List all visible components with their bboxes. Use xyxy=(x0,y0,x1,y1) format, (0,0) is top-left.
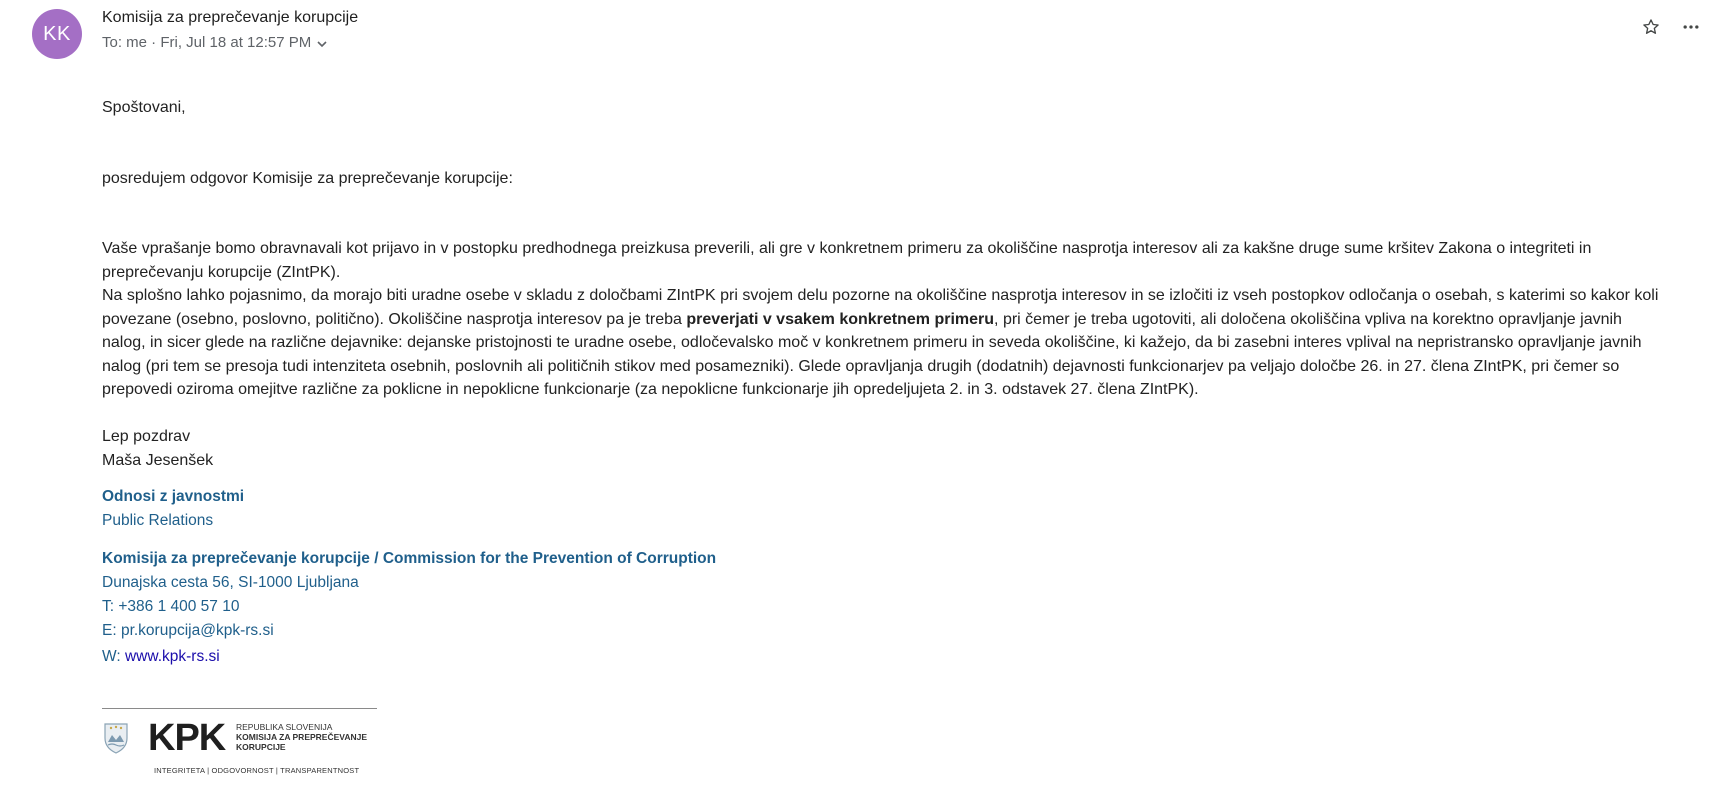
paragraph-2-start: Na splošno lahko pojasnimo, da morajo biti uradne osebe v skladu z določbami ZIntPK pri svojem delu pozorne na okoliščine nasprotja interesov in se izločiti iz vseh postopkov odločanja o osebah, s katerimi so kakor koli povezane (osebno, poslovno, politično). Okoliščine nasprotja interesov pa je treba xyxy=(102,287,1659,328)
closing: Lep pozdrav xyxy=(102,428,191,445)
kpk-logo xyxy=(102,716,382,782)
signature-web-label: W: xyxy=(102,648,125,665)
signer-name: Maša Jesenšek xyxy=(102,451,214,469)
signature-email[interactable]: E: pr.korupcija@kpk-rs.si xyxy=(102,622,274,639)
email-body xyxy=(102,96,1662,472)
logo-line-2: KOMISIJA ZA PREPREČEVANJE xyxy=(236,732,367,742)
header-actions xyxy=(1638,14,1704,40)
paragraph-2-emphasis: preverjati v vsakem konkretnem primeru xyxy=(686,310,995,328)
signature-web-link[interactable]: www.kpk-rs.si xyxy=(124,648,220,665)
paragraph-2 xyxy=(102,284,1662,402)
signature-dept: Odnosi z javnostmi xyxy=(102,488,245,505)
star-icon[interactable] xyxy=(1638,14,1664,40)
avatar[interactable]: KK xyxy=(32,9,82,59)
signature-phone[interactable]: T: +386 1 400 57 10 xyxy=(102,598,240,615)
signature-org: Komisija za preprečevanje korupcije / Commission for the Prevention of Corruption xyxy=(102,550,717,567)
signature-address: Dunajska cesta 56, SI-1000 Ljubljana xyxy=(102,574,359,591)
sender-name[interactable]: Komisija za preprečevanje korupcije xyxy=(102,9,359,26)
paragraph-1: Vaše vprašanje bomo obravnavali kot prijavo in v postopku predhodnega preizkusa preverili, ali gre v konkretnem primeru za okoliščine nasprotja interesov ali za kakšne druge sume kršitev Zakona o integriteti in preprečevanju korupcije (ZIntPK). xyxy=(102,240,1592,281)
logo-line-3: KORUPCIJE xyxy=(236,742,286,752)
email-header xyxy=(0,0,1732,64)
intro-text: posredujem odgovor Komisije za preprečevanje korupcije: xyxy=(102,169,513,187)
signature-divider xyxy=(102,708,377,709)
slovenia-coat-of-arms-icon xyxy=(105,724,127,753)
chevron-down-icon[interactable] xyxy=(315,36,329,50)
recipient-meta[interactable] xyxy=(102,34,329,51)
logo-line-1: REPUBLIKA SLOVENIJA xyxy=(236,722,333,732)
greeting: Spoštovani, xyxy=(102,99,186,116)
logo-kpk-name: KPK xyxy=(148,717,226,759)
signature-dept-en: Public Relations xyxy=(102,512,214,529)
more-vert-icon[interactable] xyxy=(1678,14,1704,40)
recipient-date-text: To: me · Fri, Jul 18 at 12:57 PM xyxy=(102,34,312,51)
paragraph-2-end: , pri čemer je treba ugotoviti, ali določena okoliščina vpliva na korektno opravljanje javnih nalog, in sicer glede na različne dejavnike: dejanske pristojnosti te uradne osebe, odločevalsko moč v konkretnem primeru in seveda okoliščine, ki kažejo, da bi zasebni interes vplival na nepristransko opravljanje javnih nalog (pri tem se presoja tudi intenziteta osebnih, poslovnih ali političnih stikov med posamezniki). Glede opravljanja drugih (dodatnih) dejavnosti funkcionarjev pa veljajo določbe 26. in 27. člena ZIntPK, pri čemer so prepovedi oziroma omejitve različne za poklicne in nepoklicne funkcionarje (za nepoklicne funkcionarje jih opredeljujeta 2. in 3. odstavek 27. člena ZIntPK). xyxy=(102,310,1642,398)
logo-tagline: INTEGRITETA | ODGOVORNOST | TRANSPARENTNOST xyxy=(154,766,360,775)
signature-block xyxy=(102,485,716,669)
